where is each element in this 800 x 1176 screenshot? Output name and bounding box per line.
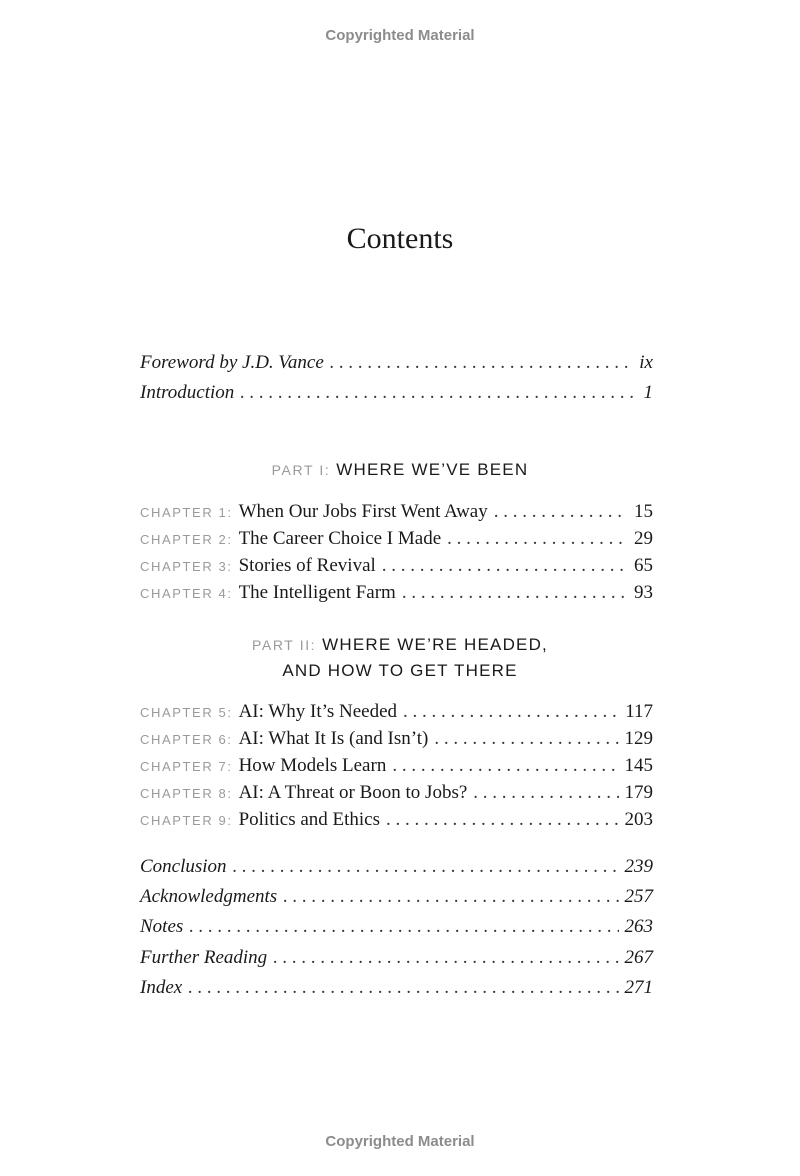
toc-entry-page: ix — [639, 352, 653, 373]
toc-entry-page: 65 — [634, 555, 653, 576]
toc-entry-acknowledgments[interactable] — [140, 886, 653, 914]
toc-entry-title: How Models Learn — [238, 755, 387, 776]
toc-entry-chapter-5[interactable] — [140, 701, 653, 729]
toc-entry-chapter-8[interactable] — [140, 782, 653, 810]
chapter-label: CHAPTER 3: — [140, 559, 233, 574]
chapter-label: CHAPTER 7: — [140, 759, 233, 774]
chapter-label: CHAPTER 5: — [140, 705, 233, 720]
toc-entry-page: 29 — [634, 528, 653, 549]
toc-entry-chapter-3[interactable] — [140, 555, 653, 583]
leader-dots — [447, 528, 628, 550]
leader-dots — [283, 886, 618, 908]
toc-entry-page: 263 — [624, 916, 653, 937]
part-heading-2 — [0, 632, 800, 684]
toc-entry-title: Acknowledgments — [140, 886, 278, 907]
chapter-label: CHAPTER 9: — [140, 813, 233, 828]
toc-entry-title: AI: Why It’s Needed — [238, 701, 398, 722]
toc-entry-title: Notes — [140, 916, 184, 937]
chapter-label: CHAPTER 2: — [140, 532, 233, 547]
toc-entry-page: 179 — [624, 782, 653, 803]
chapter-label: CHAPTER 6: — [140, 732, 233, 747]
part-label: PART I: — [271, 462, 331, 478]
toc-entry-title: AI: What It Is (and Isn’t) — [238, 728, 429, 749]
toc-entry-page: 93 — [634, 582, 653, 603]
part-title-line-2: AND HOW TO GET THERE — [282, 661, 518, 680]
leader-dots — [434, 728, 618, 750]
part-label: PART II: — [252, 637, 317, 653]
toc-entry-title: Index — [140, 977, 183, 998]
toc-entry-title: Foreword by J.D. Vance — [140, 352, 324, 373]
toc-entry-chapter-2[interactable] — [140, 528, 653, 556]
leader-dots — [403, 701, 619, 723]
toc-entry-further-reading[interactable] — [140, 947, 653, 975]
leader-dots — [494, 501, 628, 523]
toc-entry-page: 271 — [624, 977, 653, 998]
toc-entry-page: 203 — [624, 809, 653, 830]
toc-entry-page: 1 — [643, 382, 653, 403]
toc-entry-title: Stories of Revival — [238, 555, 376, 576]
leader-dots — [188, 977, 618, 999]
toc-entry-notes[interactable] — [140, 916, 653, 944]
chapter-label: CHAPTER 1: — [140, 505, 233, 520]
copyright-header: Copyrighted Material — [325, 27, 475, 44]
toc-entry-title: Conclusion — [140, 856, 227, 877]
part-title-line-1: WHERE WE’RE HEADED, — [322, 635, 548, 654]
toc-entry-page: 15 — [634, 501, 653, 522]
toc-entry-page: 117 — [625, 701, 653, 722]
leader-dots — [273, 947, 618, 969]
toc-entry-index[interactable] — [140, 977, 653, 1005]
copyright-footer: Copyrighted Material — [325, 1133, 475, 1150]
part-heading-1 — [0, 457, 800, 483]
leader-dots — [330, 352, 633, 374]
part-heading-line-1 — [0, 632, 800, 658]
toc-entry-chapter-6[interactable] — [140, 728, 653, 756]
leader-dots — [189, 916, 618, 938]
toc-entry-title: The Career Choice I Made — [238, 528, 442, 549]
toc-entry-title: AI: A Threat or Boon to Jobs? — [238, 782, 468, 803]
toc-entry-title: When Our Jobs First Went Away — [238, 501, 488, 522]
leader-dots — [382, 555, 628, 577]
toc-entry-title: Politics and Ethics — [238, 809, 381, 830]
toc-entry-title: Introduction — [140, 382, 235, 403]
page-title: Contents — [346, 222, 454, 255]
leader-dots — [233, 856, 619, 878]
toc-entry-page: 267 — [624, 947, 653, 968]
leader-dots — [240, 382, 637, 404]
toc-entry-chapter-4[interactable] — [140, 582, 653, 610]
part-title: WHERE WE’VE BEEN — [336, 460, 529, 479]
toc-entry-chapter-1[interactable] — [140, 501, 653, 529]
toc-entry-page: 257 — [624, 886, 653, 907]
toc-entry-page: 145 — [624, 755, 653, 776]
leader-dots — [392, 755, 618, 777]
toc-entry-page: 239 — [624, 856, 653, 877]
leader-dots — [473, 782, 618, 804]
toc-entry-conclusion[interactable] — [140, 856, 653, 884]
chapter-label: CHAPTER 8: — [140, 786, 233, 801]
leader-dots — [402, 582, 628, 604]
toc-entry-chapter-9[interactable] — [140, 809, 653, 837]
toc-entry-chapter-7[interactable] — [140, 755, 653, 783]
toc-entry-introduction[interactable] — [140, 382, 653, 410]
toc-entry-title: Further Reading — [140, 947, 268, 968]
toc-entry-title: The Intelligent Farm — [238, 582, 396, 603]
chapter-label: CHAPTER 4: — [140, 586, 233, 601]
leader-dots — [386, 809, 618, 831]
toc-entry-page: 129 — [624, 728, 653, 749]
toc-entry-foreword[interactable] — [140, 352, 653, 380]
